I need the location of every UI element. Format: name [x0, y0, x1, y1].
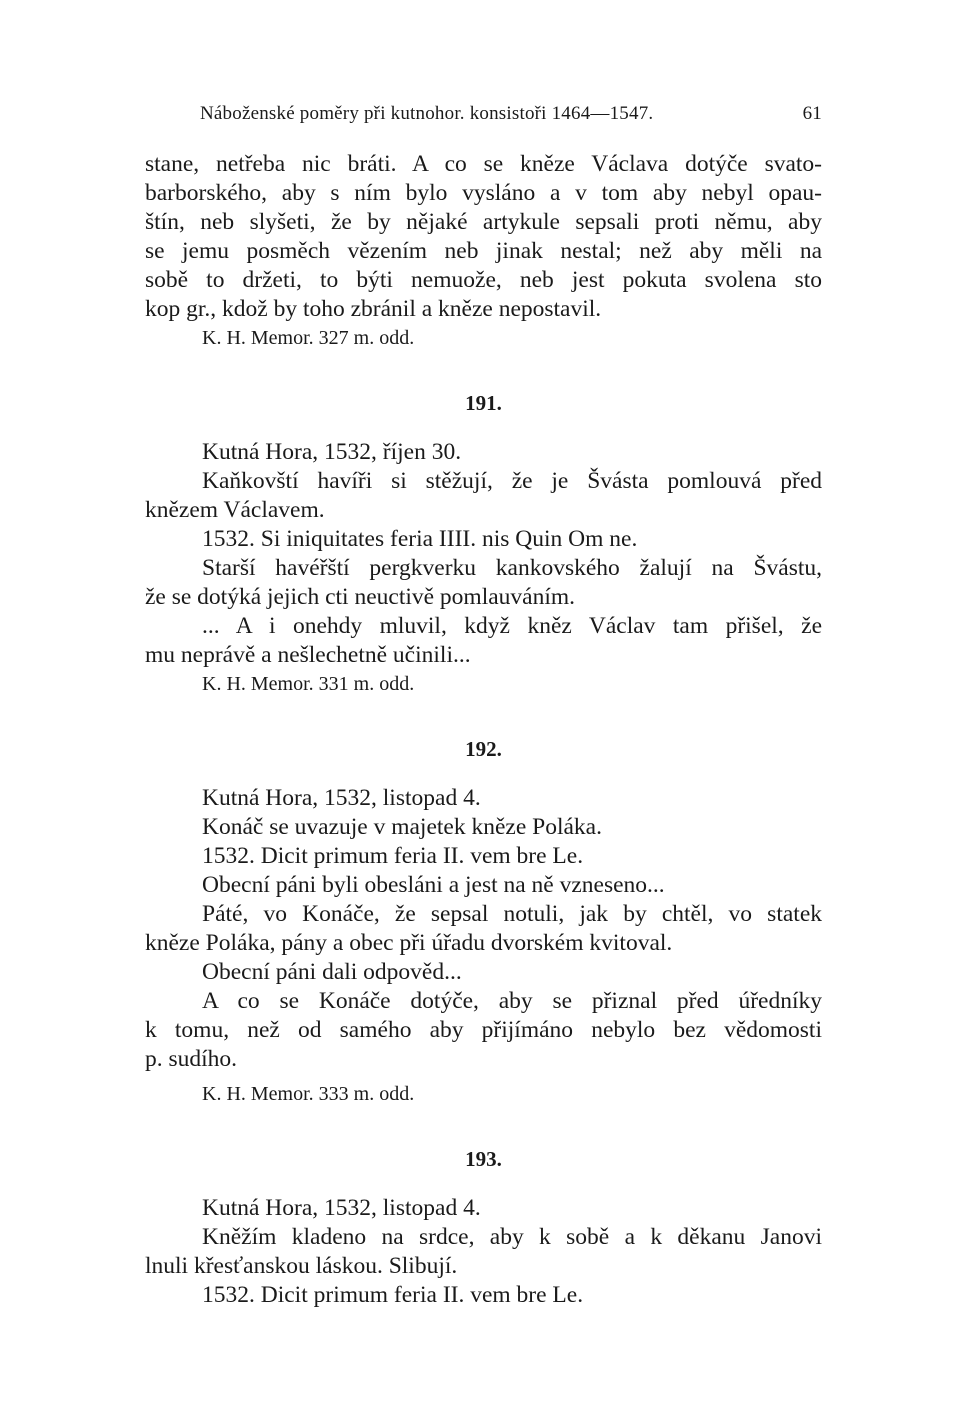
- entry-paragraph: [145, 612, 822, 670]
- text-line: se jemu posměch vězením neb jinak nestal; než aby měli na: [145, 238, 822, 264]
- intro-paragraph: [145, 150, 822, 324]
- entry-summary: [145, 1223, 822, 1281]
- text-line: lnuli křesťanskou láskou. Slibují.: [145, 1253, 458, 1279]
- text-line: štín, neb slyšeti, že by nějaké artykule sepsali proti němu, aby: [145, 209, 822, 235]
- entry-number: 191.: [465, 391, 502, 415]
- date-line: 1532. Dicit primum feria II. vem bre Le.: [202, 1282, 584, 1308]
- source-citation: K. H. Memor. 333 m. odd.: [202, 1083, 415, 1105]
- text-line: mu neprávě a nešlechetně učinili...: [145, 642, 471, 668]
- entry-paragraph: [145, 987, 822, 1074]
- date-line: 1532. Si iniquitates feria IIII. nis Quin Om ne.: [202, 526, 638, 552]
- entry-191: [145, 389, 822, 699]
- text-line: Kaňkovští havíři si stěžují, že je Švásta pomlouvá před: [202, 468, 822, 494]
- text-line: sobě to držeti, to býti nemuože, neb jest pokuta svolena sto: [145, 267, 822, 293]
- source-citation: K. H. Memor. 327 m. odd.: [202, 327, 415, 349]
- text-line: A co se Konáče dotýče, aby se přiznal před úředníky: [202, 988, 822, 1014]
- text-line: Kněžím kladeno na srdce, aby k sobě a k děkanu Janovi: [202, 1224, 822, 1250]
- text-line: Starší havéřští pergkverku kankovského žalují na Švástu,: [202, 555, 822, 581]
- text-line: kop gr., kdož by toho zbránil a kněze nepostavil.: [145, 296, 602, 322]
- text-line: že se dotýká jejich cti neuctivě pomlauváním.: [145, 584, 576, 610]
- place-date: Kutná Hora, 1532, listopad 4.: [202, 1195, 481, 1221]
- entry-number: 193.: [465, 1147, 502, 1171]
- entry-193: [145, 1145, 822, 1310]
- text-line: knězem Václavem.: [145, 497, 325, 523]
- place-date: Kutná Hora, 1532, listopad 4.: [202, 785, 481, 811]
- entry-192: [145, 735, 822, 1109]
- source-citation: K. H. Memor. 331 m. odd.: [202, 673, 415, 695]
- text-line: k tomu, než od samého aby přijímáno nebylo bez vědomosti: [145, 1017, 822, 1043]
- date-line: 1532. Dicit primum feria II. vem bre Le.: [202, 843, 584, 869]
- page-number: 61: [802, 103, 822, 124]
- entry-number: 192.: [465, 737, 502, 761]
- entry-paragraph: Obecní páni dali odpověd...: [202, 959, 462, 985]
- entry-paragraph: Obecní páni byli obesláni a jest na ně vzneseno...: [202, 872, 665, 898]
- entry-summary: [145, 467, 822, 525]
- text-line: ... A i onehdy mluvil, když kněz Václav tam přišel, že: [202, 613, 822, 639]
- running-title: Náboženské poměry při kutnohor. konsistoři 1464—1547.: [200, 103, 654, 124]
- text-line: stane, netřeba nic bráti. A co se kněze Václava dotýče svato-: [145, 151, 822, 177]
- text-line: p. sudího.: [145, 1046, 238, 1072]
- page-body: [145, 150, 822, 1310]
- place-date: Kutná Hora, 1532, říjen 30.: [202, 439, 462, 465]
- text-line: barborského, aby s ním bylo vysláno a v tom aby nebyl opau-: [145, 180, 822, 206]
- text-line: Páté, vo Konáče, že sepsal notuli, jak by chtěl, vo statek: [202, 901, 822, 927]
- entry-paragraph: [145, 900, 822, 958]
- text-line: kněze Poláka, pány a obec při úřadu dvorském kvitoval.: [145, 930, 673, 956]
- entry-paragraph: [145, 554, 822, 612]
- entry-summary: Konáč se uvazuje v majetek kněze Poláka.: [202, 814, 602, 840]
